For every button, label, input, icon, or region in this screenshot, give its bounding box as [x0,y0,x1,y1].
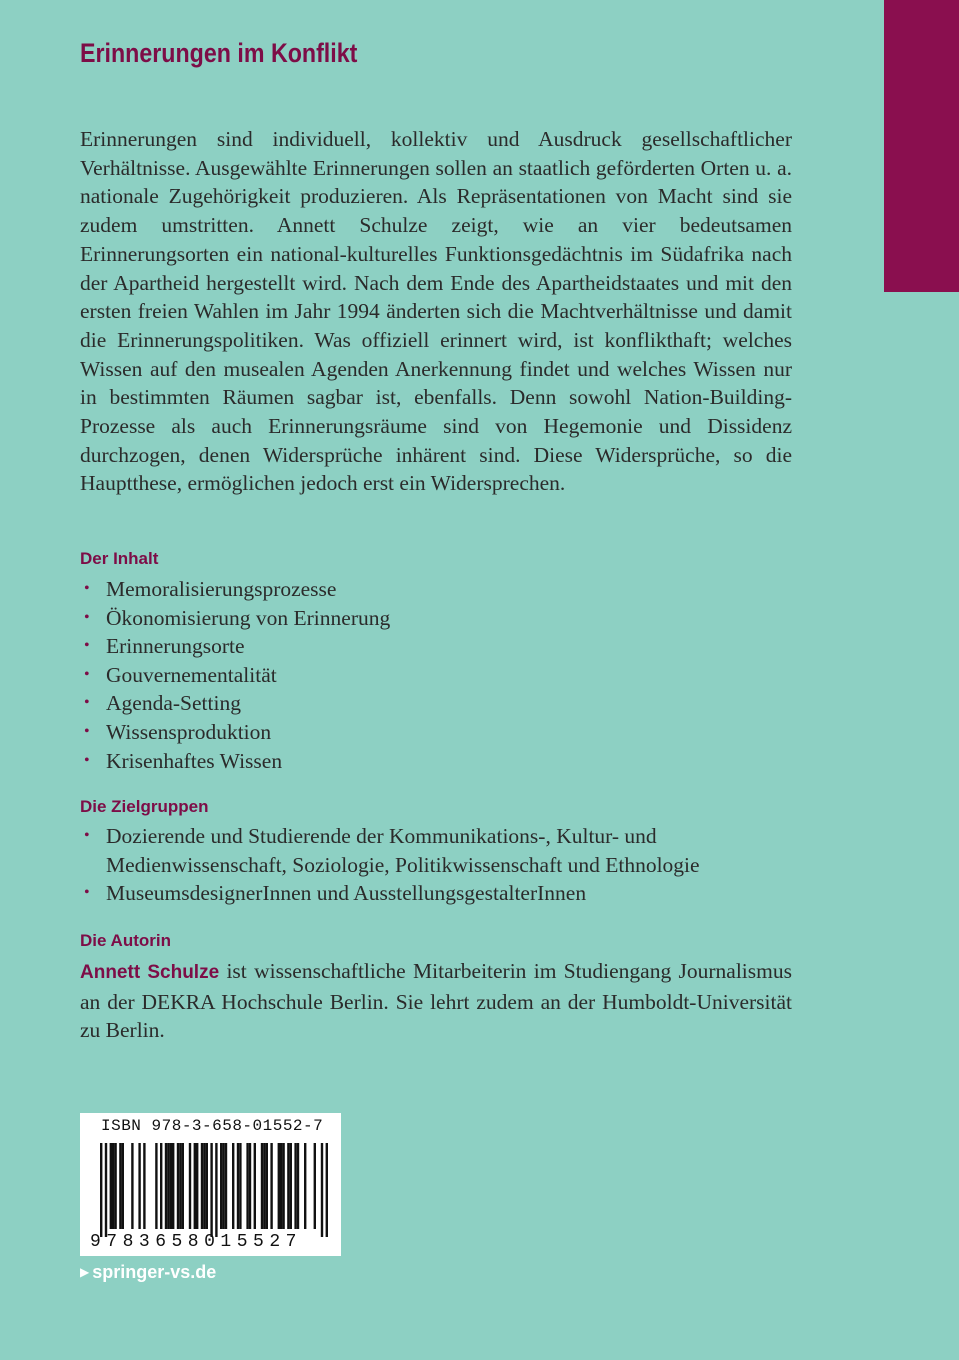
barcode-bar [232,1143,234,1229]
list-item: • Agenda-Setting [80,689,792,718]
bullet-icon: • [84,637,90,655]
barcode-bar [263,1143,265,1229]
list-item: • Erinnerungsorte [80,632,792,661]
author-bio [80,957,792,1045]
barcode-bar [155,1143,157,1229]
barcode-bar [201,1143,203,1229]
barcode-bar [189,1143,191,1229]
barcode-bar [237,1143,239,1229]
publisher-url: springer-vs.de [92,1262,217,1282]
barcode-bar [270,1143,272,1229]
book-title: Erinnerungen im Konflikt [80,38,358,68]
bullet-icon: • [84,827,90,844]
barcode-bar [112,1143,114,1229]
audience-list [80,822,792,908]
barcode-bar [222,1143,224,1229]
book-description: Erinnerungen sind individuell, kollektiv und Ausdruck gesellschaftlicher Verhältnisse. Ausgewählte Erinnerungen sollen an staatlich geförderten Orten u. a. nationale Zugehörigkeit produzieren. Als Repräsentationen von Macht sind sie zudem umstritten. Annett Schulze zeigt, wie an vier bedeutsamen Erinnerungsorten ein national-kulturelles Funktionsgedächtnis im Südafrika nach der Apartheid hergestellt wird. Nach dem Ende des Apartheidstaates und mit den ersten freien Wahlen im Jahr 1994 änderten sich die Machtverhältnisse und damit die Erinnerungspolitiken. Was offiziell erinnert wird, ist konflikthaft; welches Wissen auf den musealen Agenden Anerkennung findet und welches Wissen nur in bestimmten Räumen sagbar ist, ebenfalls. Denn sowohl Nation-Building-Prozesse als auch Erinnerungsräume sind von Hegemonie und Dissidenz durchzogen, denen Widersprüche inhärent sind. Diese Widersprüche, so die Hauptthese, ermöglichen jedoch erst ein Widersprechen. [80,127,792,496]
barcode-bar [100,1143,102,1237]
audience-heading: Die Zielgruppen [80,797,209,816]
barcode-bar [261,1143,263,1229]
barcode-bar [321,1143,323,1237]
barcode-bar [210,1143,212,1237]
barcode-bar [287,1143,289,1229]
play-arrow-icon: ▶ [80,1265,90,1279]
barcode-bar [206,1143,208,1229]
barcode-bar [177,1143,179,1229]
barcode-bar [182,1143,184,1229]
author-name: Annett Schulze [80,962,220,983]
barcode-bar [278,1143,280,1229]
barcode-bar [304,1143,306,1229]
barcode-bar [225,1143,227,1229]
barcode-bar [297,1143,299,1229]
barcode-bar [249,1143,251,1229]
barcode-bar [172,1143,174,1229]
barcode-bar [119,1143,121,1229]
list-item: • Krisenhaftes Wissen [80,747,792,776]
bullet-icon: • [84,608,90,626]
author-bio-text: ist wissenschaftliche Mitarbeiterin im Studiengang Journalismus an der DEKRA Hochschule Berlin. Sie lehrt zudem an der Humboldt-Universität zu Berlin. [80,959,792,1043]
barcode-bar [194,1143,196,1229]
accent-color-bar [884,0,959,292]
ean-digits: 9783658015527 [90,1232,302,1252]
contents-list [80,575,792,775]
barcode-bar [290,1143,292,1229]
barcode-bar [280,1143,282,1229]
barcode-bar [165,1143,167,1229]
list-item: • Ökonomisierung von Erinnerung [80,604,792,633]
barcode-bar [131,1143,133,1229]
barcode-bar [246,1143,248,1229]
list-item: • Memoralisierungsprozesse [80,575,792,604]
barcode-bar [160,1143,162,1229]
barcode-bar [254,1143,256,1229]
isbn-label: ISBN 978-3-658-01552-7 [101,1117,324,1135]
barcode-bar [294,1143,296,1229]
list-item: • Wissensproduktion [80,718,792,747]
bullet-icon: • [84,722,90,740]
bullet-icon: • [84,751,90,769]
bullet-icon: • [84,694,90,712]
bullet-icon: • [84,884,90,902]
barcode-bar [215,1143,217,1237]
bullet-icon: • [84,580,90,597]
barcode-bar [138,1143,140,1229]
barcode-bar [179,1143,181,1229]
bullet-icon: • [84,665,90,683]
barcode-bar [220,1143,222,1229]
contents-heading: Der Inhalt [80,549,159,568]
list-item: • MuseumsdesignerInnen und AusstellungsgestalterInnen [80,879,792,908]
list-item: • Dozierende und Studierende der Kommunikations-, Kultur- und Medienwissenschaft, Soziologie, Politikwissenschaft und Ethnologie [84,824,700,877]
author-heading: Die Autorin [80,931,171,950]
publisher-link[interactable] [80,1262,216,1283]
barcode-bar [196,1143,198,1229]
isbn-barcode [80,1113,341,1256]
list-item: • Gouvernementalität [80,661,792,690]
barcode-bar [282,1143,284,1229]
barcode-bar [326,1143,328,1237]
barcode-bar [266,1143,268,1229]
barcode-bar [143,1143,145,1229]
barcode-bar [203,1143,205,1229]
barcode-bar [105,1143,107,1237]
barcode-bar [114,1143,116,1229]
barcode-bar [167,1143,169,1229]
barcode-bar [314,1143,316,1229]
barcode-bar [122,1143,124,1229]
barcode-bar [110,1143,112,1229]
barcode-bar [239,1143,241,1229]
barcode-bar [170,1143,172,1229]
